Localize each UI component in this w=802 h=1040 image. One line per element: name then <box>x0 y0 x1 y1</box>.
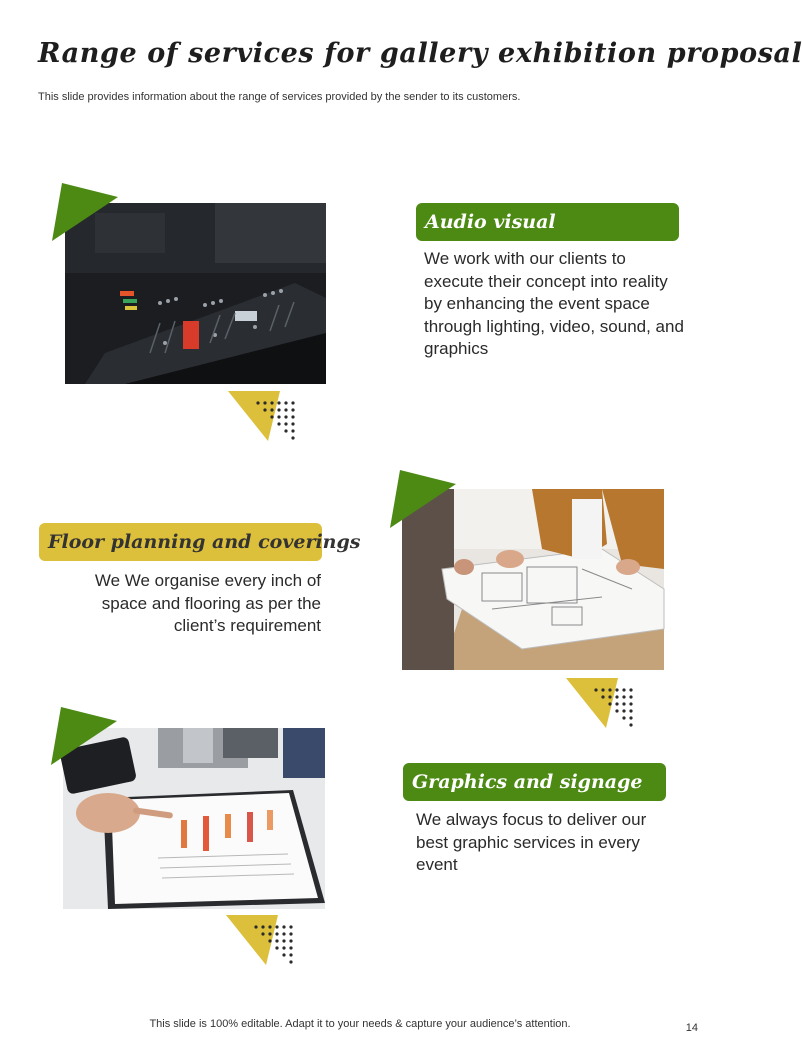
yellow-dotted-triangle-decoration <box>228 389 298 445</box>
green-triangle-decoration <box>390 470 456 528</box>
yellow-dotted-triangle-decoration <box>226 913 296 969</box>
floor-planning-description: We We organise every inch of space and flooring as per the client’s requirement <box>94 571 321 635</box>
page-subtitle: This slide provides information about the range of services provided by the sender to its customers. <box>38 91 521 103</box>
floor-planning-label: Floor planning and coverings <box>39 523 322 561</box>
audio-visual-description: We work with our clients to execute their concept into reality by enhancing the event space through lighting, video, sound, and graphics <box>424 249 684 358</box>
audio-visual-label: Audio visual <box>416 203 679 241</box>
green-triangle-decoration <box>51 707 117 765</box>
green-triangle-decoration <box>52 183 118 241</box>
footer-note: This slide is 100% editable. Adapt it to your needs & capture your audience’s attention. <box>149 1018 571 1030</box>
yellow-dotted-triangle-decoration <box>566 676 636 732</box>
graphics-signage-label: Graphics and signage <box>403 763 666 801</box>
graphics-signage-description: We always focus to deliver our best graphic services in every event <box>416 810 647 874</box>
page-number: 14 <box>685 1022 698 1034</box>
page-title: Range of services for gallery exhibition proposal <box>38 38 802 69</box>
